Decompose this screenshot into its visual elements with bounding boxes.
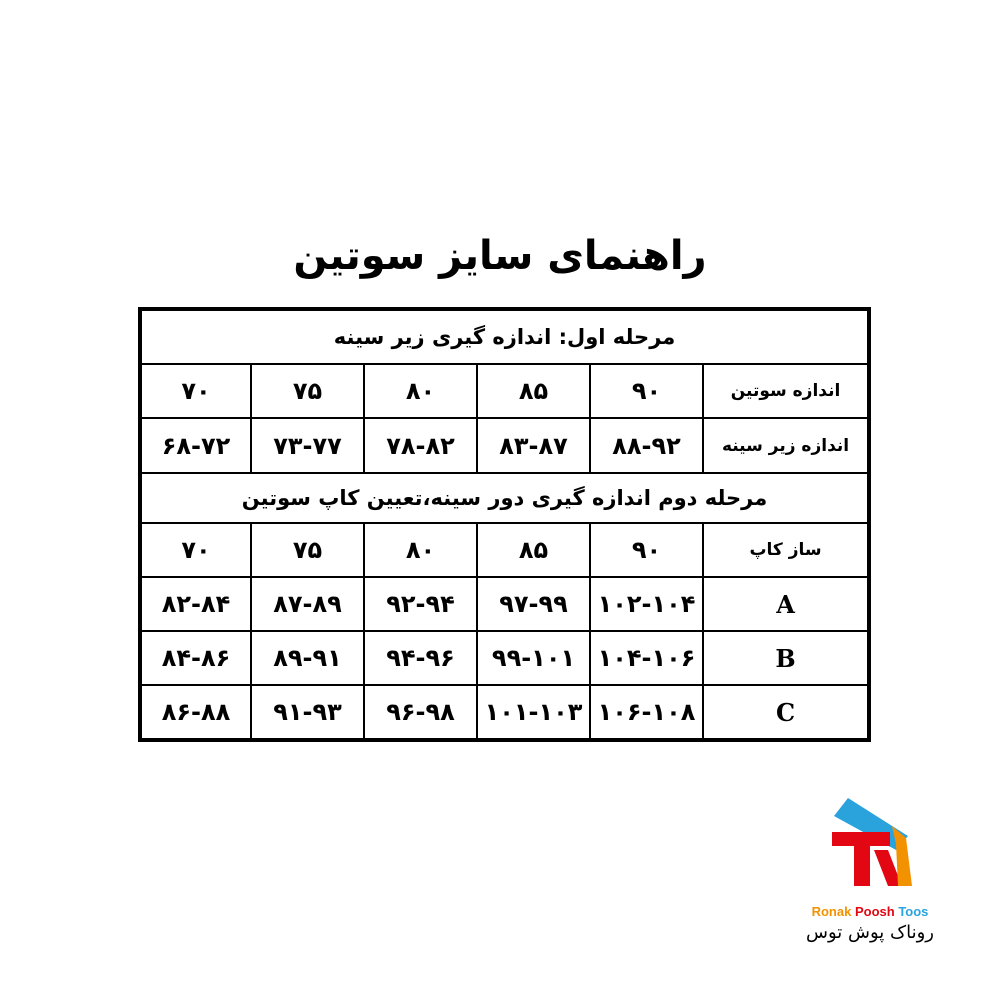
- bust-range-value: ۹۷-۹۹: [477, 577, 590, 631]
- brand-name-english: [770, 904, 970, 919]
- brand-word-2: Poosh: [854, 904, 895, 919]
- cup-band-value: ۸۵: [477, 523, 590, 577]
- page-title: راهنمای سایز سوتین: [293, 233, 707, 279]
- brand-word-1: Ronak: [811, 904, 852, 919]
- underbust-row: [140, 418, 869, 473]
- bust-range-value: ۹۱-۹۳: [251, 685, 364, 740]
- size-guide-table: [138, 307, 871, 742]
- underbust-value: ۸۳-۸۷: [477, 418, 590, 473]
- cup-size-label: ساز کاپ: [703, 523, 869, 577]
- bust-range-value: ۸۲-۸۴: [140, 577, 251, 631]
- section2-header: مرحله دوم اندازه گیری دور سینه،تعیین کاپ سوتین: [140, 473, 869, 523]
- bra-size-value: ۹۰: [590, 364, 703, 418]
- cup-band-value: ۸۰: [364, 523, 477, 577]
- bra-size-row: [140, 364, 869, 418]
- bust-range-value: ۱۰۴-۱۰۶: [590, 631, 703, 685]
- bust-range-value: ۸۴-۸۶: [140, 631, 251, 685]
- bust-range-value: ۹۹-۱۰۱: [477, 631, 590, 685]
- underbust-value: ۸۸-۹۲: [590, 418, 703, 473]
- bra-size-label: اندازه سوتین: [703, 364, 869, 418]
- cup-row-b: [140, 631, 869, 685]
- underbust-value: ۷۳-۷۷: [251, 418, 364, 473]
- bust-range-value: ۱۰۲-۱۰۴: [590, 577, 703, 631]
- section1-header: مرحله اول: اندازه گیری زیر سینه: [140, 309, 869, 364]
- cup-band-value: ۹۰: [590, 523, 703, 577]
- underbust-label: اندازه زیر سینه: [703, 418, 869, 473]
- section2-header-row: [140, 473, 869, 523]
- underbust-value: ۷۸-۸۲: [364, 418, 477, 473]
- bust-range-value: ۹۶-۹۸: [364, 685, 477, 740]
- cup-row-a: [140, 577, 869, 631]
- underbust-value: ۶۸-۷۲: [140, 418, 251, 473]
- cup-band-value: ۷۵: [251, 523, 364, 577]
- cup-band-value: ۷۰: [140, 523, 251, 577]
- bra-size-value: ۸۰: [364, 364, 477, 418]
- cup-letter: C: [703, 685, 869, 740]
- section1-header-row: [140, 309, 869, 364]
- cup-row-c: [140, 685, 869, 740]
- bust-range-value: ۱۰۱-۱۰۳: [477, 685, 590, 740]
- cup-letter: B: [703, 631, 869, 685]
- ronak-r-logo-icon: [826, 796, 916, 891]
- bust-range-value: ۹۲-۹۴: [364, 577, 477, 631]
- bra-size-value: ۸۵: [477, 364, 590, 418]
- cup-letter: A: [703, 577, 869, 631]
- bust-range-value: ۱۰۶-۱۰۸: [590, 685, 703, 740]
- brand-word-3: Toos: [898, 904, 929, 919]
- brand-name-persian: روناک پوش توس: [806, 922, 934, 943]
- cup-header-row: [140, 523, 869, 577]
- bust-range-value: ۹۴-۹۶: [364, 631, 477, 685]
- bra-size-value: ۷۰: [140, 364, 251, 418]
- bust-range-value: ۸۶-۸۸: [140, 685, 251, 740]
- bra-size-value: ۷۵: [251, 364, 364, 418]
- bust-range-value: ۸۷-۸۹: [251, 577, 364, 631]
- bust-range-value: ۸۹-۹۱: [251, 631, 364, 685]
